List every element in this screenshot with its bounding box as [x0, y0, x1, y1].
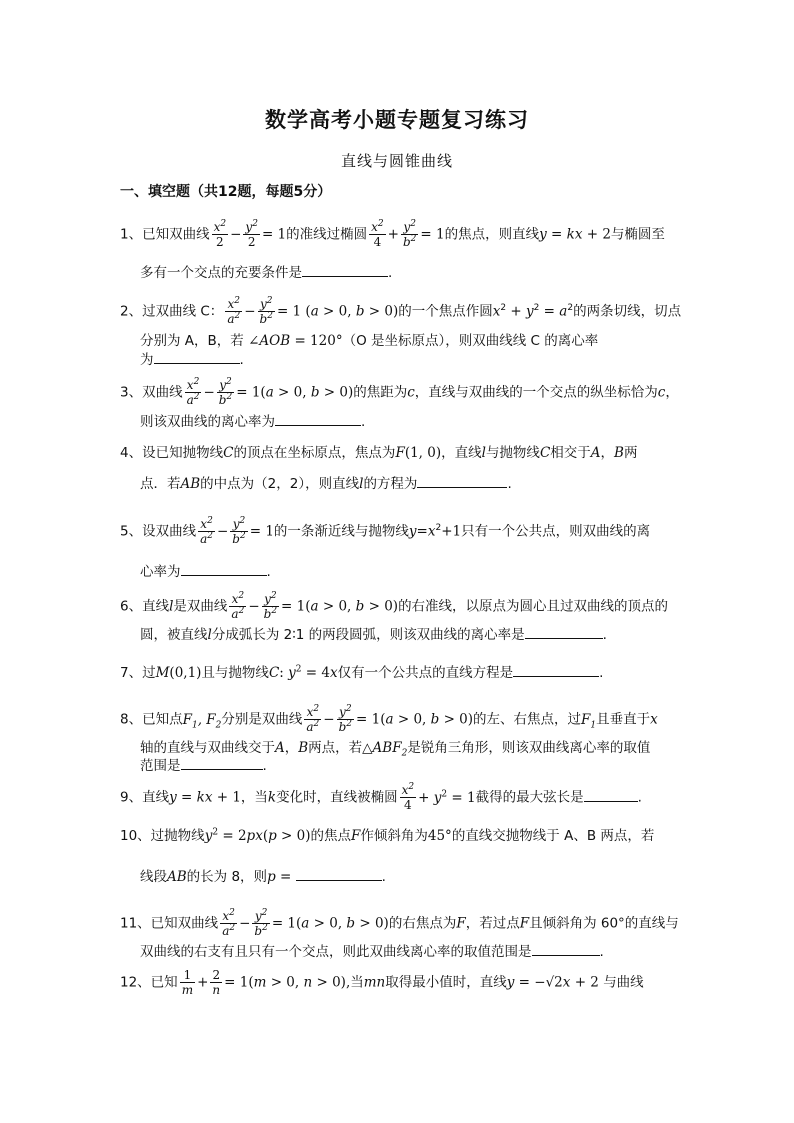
- question-4-cont: 点．若AB的中点为（2，2），则直线l的方程为 .: [140, 473, 700, 495]
- question-7: 7、过M(0,1)且与抛物线C: $y^2 = 4x$仅有一个公共点的直线方程是 .: [120, 662, 680, 684]
- question-8-cont: 轴的直线与双曲线交于A，B两点，若$\triangle ABF_2$是锐角三角形，则该双曲线离心率的取值: [140, 740, 651, 759]
- question-6-cont: 圆，被直线l分成弧长为 2∶1 的两段圆弧，则该双曲线的离心率是 .: [140, 624, 700, 646]
- question-3: 3、双曲线 $\frac{x^2}{a^2}$ − $\frac{y^2}{b^2}$ = 1(a > 0, b > 0)的焦距为c，直线与双曲线的一个交点的纵坐标恰为c，: [120, 377, 679, 407]
- question-11-cont: 双曲线的右支有且只有一个交点，则此双曲线离心率的取值范围是 .: [140, 941, 700, 963]
- question-9: 9、直线y = kx + 1，当k变化时，直线被椭圆 $\frac{x^2}{4}$ + $y^2 = 1$截得的最大弦长是 .: [120, 782, 642, 812]
- answer-blank[interactable]: [513, 662, 599, 677]
- question-5-cont: 心率为 .: [140, 561, 700, 583]
- section-heading: 一、填空题（共12题，每题5分）: [120, 184, 332, 200]
- question-2-cont: 分别为 A，B，若 ∠AOB = 120°（O 是坐标原点），则双曲线线 C 的离心率: [140, 333, 599, 349]
- answer-blank[interactable]: [532, 941, 600, 956]
- answer-blank[interactable]: [417, 473, 507, 488]
- page-subtitle: 直线与圆锥曲线: [340, 152, 453, 170]
- question-2: 2、过双曲线 C： $\frac{x^2}{a^2}$ − $\frac{y^2}{b^2}$ = 1 (a > 0, b > 0)的一个焦点作圆$x^2 + y^2 = a^2$的两条切线，切点: [120, 296, 682, 326]
- question-10: 10、过抛物线$y^2 = 2px(p > 0)$的焦点F作倾斜角为45°的直线交抛物线于 A、B 两点，若: [120, 827, 655, 844]
- answer-blank[interactable]: [181, 561, 267, 576]
- question-3-cont: 则该双曲线的离心率为 .: [140, 411, 700, 433]
- answer-blank[interactable]: [275, 411, 361, 426]
- question-11: 11、已知双曲线 $\frac{x^2}{a^2}$ − $\frac{y^2}{b^2}$ = 1(a > 0, b > 0)的右焦点为F，若过点F且倾斜角为 60°的直线与: [120, 908, 679, 938]
- page-title: 数学高考小题专题复习练习: [265, 108, 529, 132]
- question-8: 8、已知点$F_1$, $F_2$分别是双曲线 $\frac{x^2}{a^2}$ − $\frac{y^2}{b^2}$ = 1(a > 0, b > 0)的左、右焦点，过$F_1$且垂直于x: [120, 704, 658, 734]
- question-8-cont2: 范围是 .: [140, 755, 700, 777]
- question-1-cont: 多有一个交点的充要条件是 .: [140, 262, 700, 284]
- question-10-cont: 线段AB的长为 8，则p = .: [140, 866, 700, 888]
- question-5: 5、设双曲线 $\frac{x^2}{a^2}$ − $\frac{y^2}{b^2}$ = 1的一条渐近线与抛物线$y=x^2+1$只有一个公共点，则双曲线的离: [120, 516, 651, 546]
- answer-blank[interactable]: [302, 262, 388, 277]
- answer-blank[interactable]: [181, 755, 263, 770]
- question-6: 6、直线l是双曲线 $\frac{x^2}{a^2}$ − $\frac{y^2}{b^2}$ = 1(a > 0, b > 0)的右准线，以原点为圆心且过双曲线的顶点的: [120, 591, 669, 621]
- answer-blank[interactable]: [154, 349, 240, 364]
- answer-blank[interactable]: [296, 866, 382, 881]
- answer-blank[interactable]: [525, 624, 603, 639]
- question-1: 1、已知双曲线 $\frac{x^2}{2}$ − $\frac{y^2}{2}$ = 1的准线过椭圆 $\frac{x^2}{4}$ + $\frac{y^2}{b^2}$ = 1的焦点，则直线y = kx + 2与椭圆至: [120, 219, 665, 249]
- question-12: 12、已知 $\frac{1}{m}$ + $\frac{2}{n}$ = 1(m > 0, n > 0),当mn取得最小值时，直线y = −√2x + 2 与曲线: [120, 968, 644, 997]
- answer-blank[interactable]: [584, 787, 638, 802]
- question-2-cont2: 为 .: [140, 349, 700, 371]
- question-4: 4、设已知抛物线C的顶点在坐标原点，焦点为F(1, 0)，直线l与抛物线C相交于A，B两: [120, 445, 638, 461]
